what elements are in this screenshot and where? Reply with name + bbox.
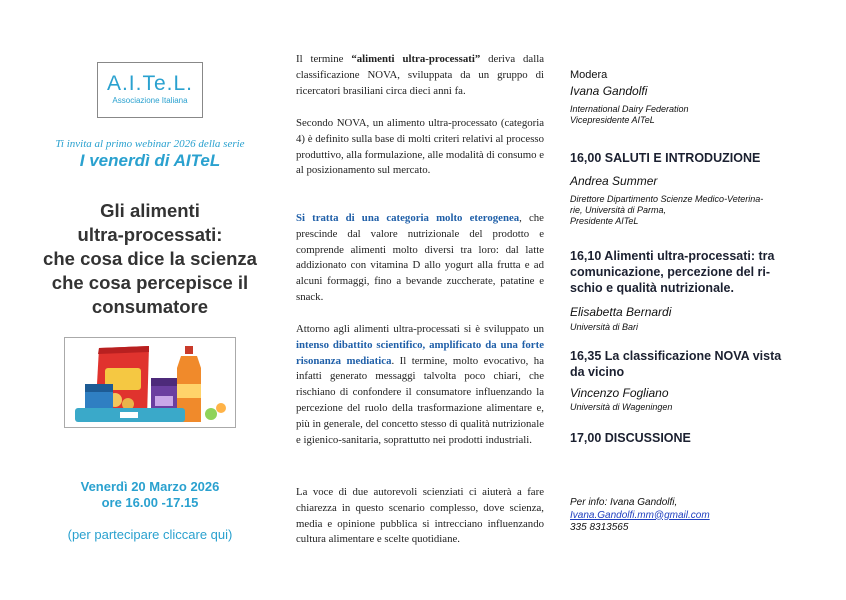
title-line: ultra-processati:: [77, 224, 223, 245]
paragraph-3: [296, 211, 544, 306]
aitel-logo: [97, 62, 203, 118]
title-line: Gli alimenti: [100, 200, 200, 221]
title-line: che cosa dice la scienza: [43, 248, 257, 269]
slot-2-title: [570, 248, 820, 296]
title-line: da vicino: [570, 365, 625, 379]
text: Il termine: [296, 53, 352, 65]
highlight: Si tratta di una categoria molto eterogenea: [296, 212, 520, 224]
webinar-title: [30, 199, 270, 319]
slot-1-affiliation: [570, 194, 820, 227]
text: , che prescinde dal valore nutrizionale del prodotto e comprende alimenti molto diversi tra loro: dal latte addizionato con vitamina D allo yogurt alla frutta e ad alcuni formaggi, fino a bevande zuccherate, patatine e snack.: [296, 212, 544, 303]
series-title: I venerdì di AITeL: [79, 151, 221, 170]
slot-3-affiliation: Università di Wageningen: [570, 402, 673, 412]
email-link[interactable]: Ivana.Gandolfi.mm@gmail.com: [570, 509, 710, 521]
title-line: comunicazione, percezione del ri-: [570, 265, 771, 279]
slot-2-affiliation: Università di Bari: [570, 322, 639, 332]
slot-1-speaker: Andrea Summer: [570, 174, 658, 188]
logo-name: A.I.Te.L.: [106, 72, 194, 95]
event-day: Venerdì 20 Marzo 2026: [80, 479, 220, 494]
slot-1-title: 16,00 SALUTI E INTRODUZIONE: [570, 151, 761, 165]
title-line: che cosa percepisce il: [51, 272, 249, 293]
title-line: 16,10 Alimenti ultra-processati: tra: [570, 249, 775, 263]
paragraph-4: [296, 322, 544, 448]
title-line: schio e qualità nutrizionale.: [570, 281, 734, 295]
title-line: 16,35 La classificazione NOVA vista: [570, 349, 782, 363]
affiliation-line: Presidente AITeL: [570, 216, 639, 226]
term-highlight: “alimenti ultra-processati”: [351, 53, 481, 65]
paragraph-5: La voce di due autorevoli scienziati ci aiuterà a fare chiarezza in questo scenario complesso, dove scienza, media e opinione pubblica si intrecciano influenzando cultura alimentare e scelte quotidiane.: [296, 486, 544, 546]
text: . Il termine, molto evocativo, ha infatti generato messaggi talvolta poco chiari, che rischiano di confondere il consumatore influenzando la percezione del ruolo della trasformazione alimentare e, più in generale, del concetto stesso di qualità nutrizionale e igienico-sanitaria, soprattutto nei prodotti industriali.: [296, 354, 544, 446]
title-line: consumatore: [91, 296, 209, 317]
contact-phone: 335 8313565: [570, 522, 629, 533]
slot-3-title: [570, 348, 820, 380]
moderator-label: Modera: [570, 69, 608, 81]
food-products-icon: [64, 337, 236, 428]
text: deriva dalla classificazione NOVA, sviluppata da un gruppo di ricercatori brasiliani circa dieci anni fa.: [296, 53, 544, 97]
join-link[interactable]: (per partecipare cliccare qui): [67, 527, 233, 542]
logo-subtitle: Associazione Italiana: [112, 96, 188, 105]
slot-4-title: 17,00 DISCUSSIONE: [570, 431, 691, 445]
affiliation-line: rie, Università di Parma,: [570, 205, 667, 215]
slot-3-speaker: Vincenzo Fogliano: [570, 386, 669, 400]
affiliation-line: Vicepresidente AITeL: [570, 115, 655, 125]
contact-info: [570, 497, 820, 535]
highlight: intenso dibattito scientifico, amplificato da una forte risonanza mediatica: [296, 338, 544, 367]
event-time: ore 16.00 -17.15: [101, 495, 199, 510]
paragraph-1: [296, 52, 544, 99]
text: Attorno agli alimenti ultra-processati si è sviluppato un: [296, 323, 544, 335]
contact-label: Per info: Ivana Gandolfi,: [570, 497, 678, 508]
moderator-affiliation: [570, 104, 820, 126]
event-date: [30, 479, 270, 511]
paragraph-2: Secondo NOVA, un alimento ultra-processato (categoria 4) è definito sulla base di molti criteri relativi al processo produttivo, alla formulazione, alle modalità di consumo e al posizionamento sul mercato.: [296, 117, 544, 177]
moderator-name: Ivana Gandolfi: [570, 84, 648, 98]
invite-text: Ti invita al primo webinar 2026 della serie: [55, 138, 245, 150]
affiliation-line: Direttore Dipartimento Scienze Medico-Veterina-: [570, 194, 764, 204]
slot-2-speaker: Elisabetta Bernardi: [570, 305, 672, 319]
affiliation-line: International Dairy Federation: [570, 104, 689, 114]
